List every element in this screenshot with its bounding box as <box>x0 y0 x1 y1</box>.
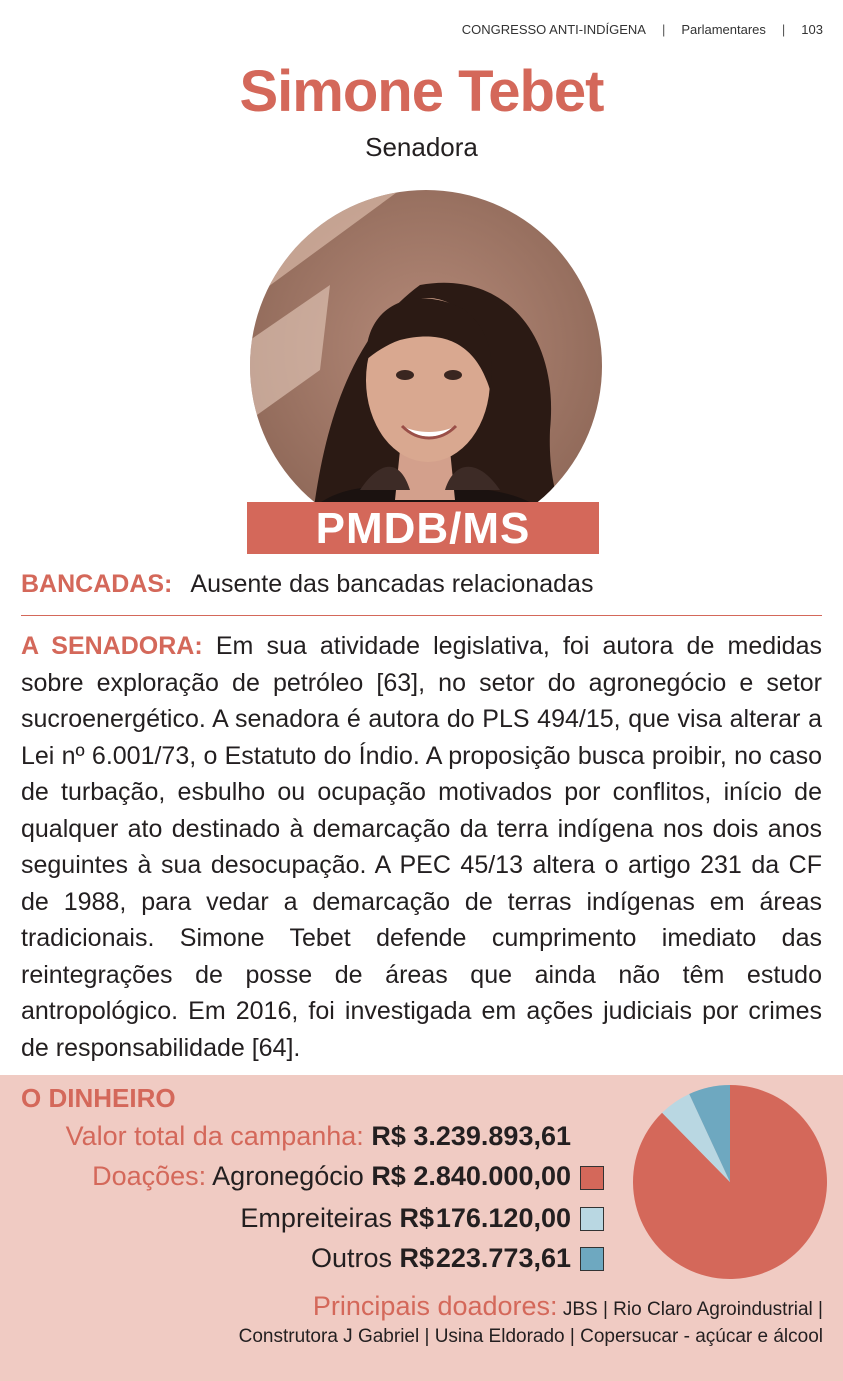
donation-currency: R$ <box>399 1203 434 1233</box>
legend-swatch-agronegocio <box>580 1166 604 1190</box>
money-title: O DINHEIRO <box>21 1083 176 1113</box>
section-divider <box>21 615 822 616</box>
money-section <box>0 1075 843 1381</box>
bancadas-label: BANCADAS: <box>21 570 173 598</box>
donation-label: Agronegócio <box>212 1161 364 1191</box>
bancadas-value: Ausente das bancadas relacionadas <box>190 570 594 598</box>
bio-text: Em sua atividade legislativa, foi autora de medidas sobre exploração de petróleo [63], no setor do agronegócio e setor sucroenergético. A senadora é autora do PLS 494/15, que visa alterar a Lei nº 6.001/73, o Estatuto do Índio. A proposição busca proibir, no caso de turbação, esbulho ou ocupação motivados por conflitos, início de qualquer ato destinado à demarcação da terra indígena nos dois anos seguintes à sua desocupação. A PEC 45/13 altera o artigo 231 da CF de 1988, para vedar a demarcação de terras indígenas em áreas tradicionais. Simone Tebet defende cumprimento imediato das reintegrações de posse de áreas que ainda não têm estudo antropológico. Em 2016, foi investigada em ações judiciais por crimes de responsabilidade [64]. <box>21 632 822 1062</box>
main-donors <box>203 1293 823 1350</box>
header-category: Parlamentares <box>681 22 766 37</box>
campaign-total-label: Valor total da campanha: <box>65 1121 364 1151</box>
bio-paragraph <box>21 628 822 1066</box>
donations-label: Doações: <box>92 1161 207 1191</box>
donors-label: Principais doadores: <box>312 1291 558 1321</box>
legend-swatch-empreiteiras <box>580 1207 604 1231</box>
donation-row <box>240 1203 434 1234</box>
donation-currency: R$ <box>399 1243 434 1273</box>
header-separator: | <box>661 22 666 37</box>
header-separator: | <box>781 22 786 37</box>
donation-currency: R$ <box>371 1161 406 1191</box>
running-header <box>462 22 823 37</box>
donation-row <box>92 1161 571 1192</box>
profile-role: Senadora <box>365 132 478 162</box>
donation-amount: 176.120,00 <box>435 1203 571 1233</box>
header-section: CONGRESSO ANTI-INDÍGENA <box>461 22 646 37</box>
portrait-photo <box>250 190 602 542</box>
profile-name: Simone Tebet <box>239 59 604 124</box>
donation-label: Empreiteiras <box>240 1203 392 1233</box>
donation-label: Outros <box>310 1243 392 1273</box>
bio-label: A SENADORA: <box>21 632 203 660</box>
donation-amount: 223.773,61 <box>435 1243 571 1273</box>
page-number: 103 <box>801 22 823 37</box>
donation-amount: 2.840.000,00 <box>413 1161 571 1191</box>
donors-line-1: JBS | Rio Claro Agroindustrial | <box>562 1299 823 1320</box>
donation-row <box>311 1243 434 1274</box>
campaign-total-row <box>66 1121 571 1152</box>
campaign-total-value: R$ 3.239.893,61 <box>371 1121 571 1151</box>
bancadas-row <box>21 570 822 599</box>
donors-line-2: Construtora J Gabriel | Usina Eldorado | Copersucar - açúcar e álcool <box>238 1326 823 1347</box>
donations-pie-chart <box>632 1084 828 1280</box>
party-badge: PMDB/MS <box>247 502 599 554</box>
legend-swatch-outros <box>580 1247 604 1271</box>
